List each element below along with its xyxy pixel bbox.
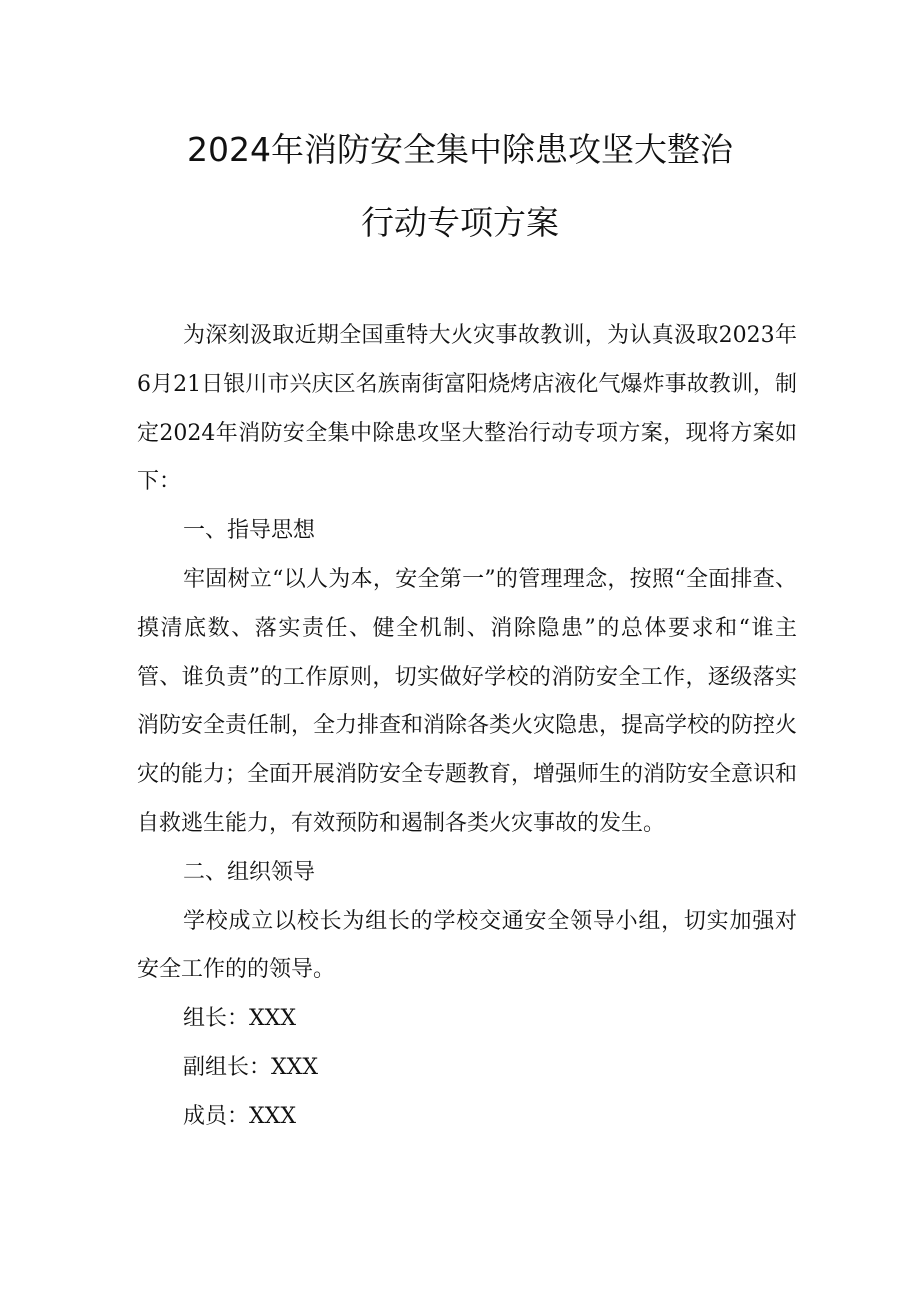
section-heading-organization: 二、组织领导 <box>183 859 316 885</box>
document-body <box>137 312 797 1142</box>
intro-paragraph: 为深刻汲取近期全国重特大火灾事故教训，为认真汲取2023年6月21日银川市兴庆区名族南街富阳烧烤店液化气爆炸事故教训，制定2024年消防安全集中除患攻坚大整治行动专项方案，现将方案如下： <box>137 323 797 495</box>
members-line: 成员：XXX <box>183 1103 296 1129</box>
deputy-leader-line: 副组长：XXX <box>183 1054 318 1080</box>
document-title-line1: 2024年消防安全集中除患攻坚大整治 <box>187 130 733 169</box>
section-heading-guiding-ideology: 一、指导思想 <box>183 518 316 544</box>
organization-paragraph: 学校成立以校长为组长的学校交通安全领导小组，切实加强对安全工作的的领导。 <box>137 908 797 983</box>
leader-line: 组长：XXX <box>183 1006 296 1032</box>
document-title-line2: 行动专项方案 <box>361 203 559 242</box>
guiding-ideology-paragraph: 牢固树立“以人为本，安全第一”的管理理念，按照“全面排查、摸清底数、落实责任、健全机制、消除隐患”的总体要求和“谁主管、谁负责”的工作原则，切实做好学校的消防安全工作，逐级落实消防安全责任制，全力排查和消除各类火灾隐患，提高学校的防控火灾的能力；全面开展消防安全专题教育，增强师生的消防安全意识和自救逃生能力，有效预防和遏制各类火灾事故的发生。 <box>137 566 798 836</box>
